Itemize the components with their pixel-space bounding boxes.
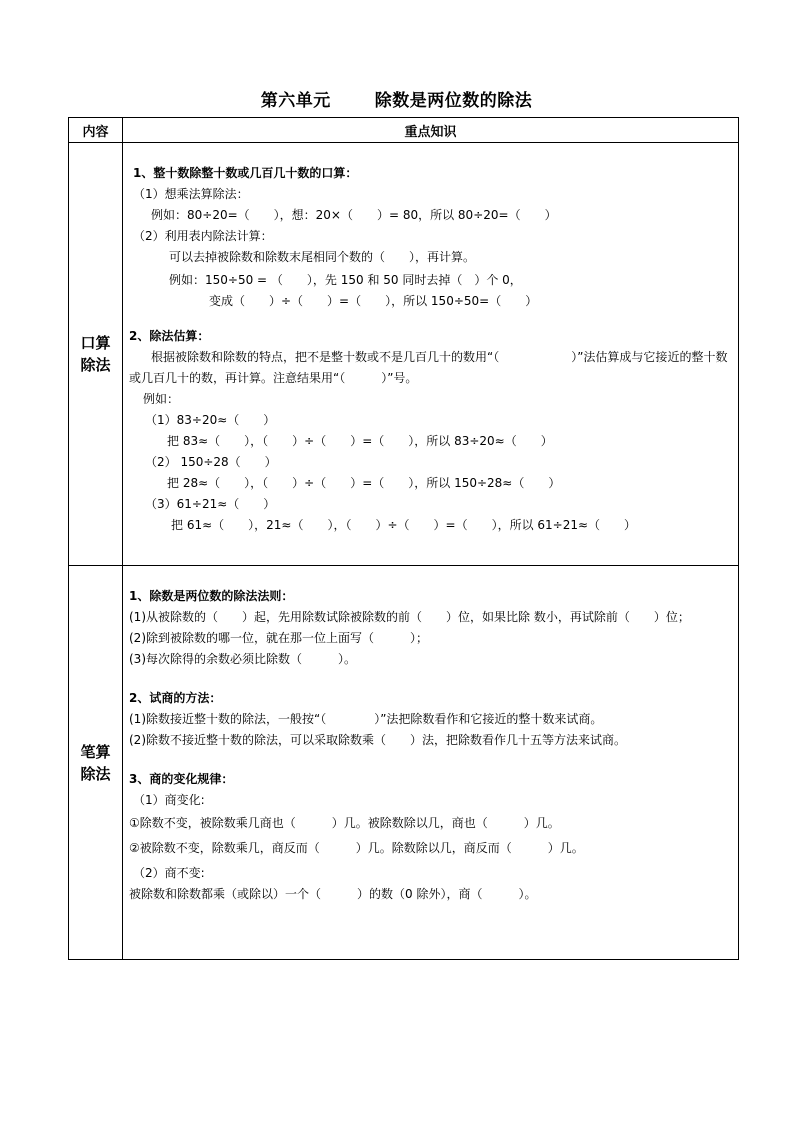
- title-unit: 第六单元: [260, 91, 331, 111]
- example-question: （1）83÷20≈（ ）: [145, 413, 276, 427]
- example-line: 变成（ ）÷（ ）=（ ），所以 150÷50=（ ）: [209, 294, 538, 308]
- example-question: （2） 150÷28（ ）: [145, 455, 277, 469]
- example-answer: 把 28≈（ ），（ ）÷（ ）=（ ），所以 150÷28≈（ ）: [167, 476, 561, 490]
- category-oral-division: [69, 143, 123, 566]
- text-line: 可以去掉被除数和除数末尾相同个数的（ ），再计算。: [169, 250, 476, 264]
- oral-division-content: [123, 143, 739, 566]
- subheading: （2）商不变:: [133, 866, 205, 880]
- example-label: 例如：: [143, 392, 180, 406]
- rule-line: ①除数不变，被除数乘几商也（ ）几。被除数除以几，商也（ ）几。: [129, 816, 560, 830]
- subheading: （1）想乘法算除法：: [133, 187, 249, 201]
- oral-division-row: [69, 143, 739, 566]
- rule-line: (3)每次除得的余数必须比除数（ ）。: [129, 652, 356, 666]
- section-heading: 1、除数是两位数的除法法则：: [129, 589, 294, 603]
- example-line: 例如：80÷20=（ ），想：20×（ ）= 80，所以 80÷20=（ ）: [151, 208, 557, 222]
- section-heading: 2、除法估算：: [129, 329, 210, 343]
- trial-quotient-line: (1)除数接近整十数的除法，一般按“（ ）”法把除数看作和它接近的整十数来试商。: [129, 712, 603, 726]
- category-line-1: 笔算: [80, 742, 111, 761]
- example-answer: 把 61≈（ ），21≈（ ），（ ）÷（ ）=（ ），所以 61÷21≈（ ）: [171, 518, 637, 532]
- category-line-1: 口算: [80, 334, 111, 352]
- page-title: [0, 86, 793, 111]
- rule-line: (2)除到被除数的哪一位，就在那一位上面写（ ）；: [129, 631, 429, 645]
- section-heading: 1、整十数除整十数或几百几十数的口算：: [133, 166, 358, 180]
- example-line: 例如：150÷50 = （ ），先 150 和 50 同时去掉（ ）个 0，: [169, 273, 522, 287]
- example-question: （3）61÷21≈（ ）: [145, 497, 276, 511]
- example-answer: 把 83≈（ ），（ ）÷（ ）=（ ），所以 83÷20≈（ ）: [167, 434, 553, 448]
- header-content: 内容: [69, 118, 123, 143]
- written-division-row: [69, 566, 739, 960]
- written-division-content: [123, 566, 739, 960]
- section-heading: 2、试商的方法：: [129, 691, 222, 705]
- rule-line: ②被除数不变，除数乘几，商反而（ ）几。除数除以几，商反而（ ）几。: [129, 841, 584, 855]
- estimation-paragraph: 根据被除数和除数的特点，把不是整十数或不是几百几十的数用“（ ）”法估算成与它接近的整十数或几百几十的数，再计算。注意结果用“（ ）”号。: [129, 350, 728, 385]
- trial-quotient-line: (2)除数不接近整十数的除法，可以采取除数乘（ ）法，把除数看作几十五等方法来试商。: [129, 733, 627, 747]
- category-line-2: 除法: [80, 356, 111, 374]
- table-header-row: [69, 118, 739, 143]
- knowledge-table: [68, 117, 739, 960]
- category-line-2: 除法: [80, 764, 111, 783]
- section-heading: 3、商的变化规律：: [129, 772, 234, 786]
- subheading: （2）利用表内除法计算：: [133, 229, 273, 243]
- title-topic: 除数是两位数的除法: [374, 91, 533, 111]
- rule-line: (1)从被除数的（ ）起，先用除数试除被除数的前（ ）位，如果比除 数小，再试除前（ ）位；: [129, 610, 690, 624]
- rule-line: 被除数和除数都乘（或除以）一个（ ）的数（0 除外），商（ ）。: [129, 887, 537, 901]
- subheading: （1）商变化:: [133, 793, 205, 807]
- category-written-division: [69, 566, 123, 960]
- header-key-knowledge: 重点知识: [123, 118, 739, 143]
